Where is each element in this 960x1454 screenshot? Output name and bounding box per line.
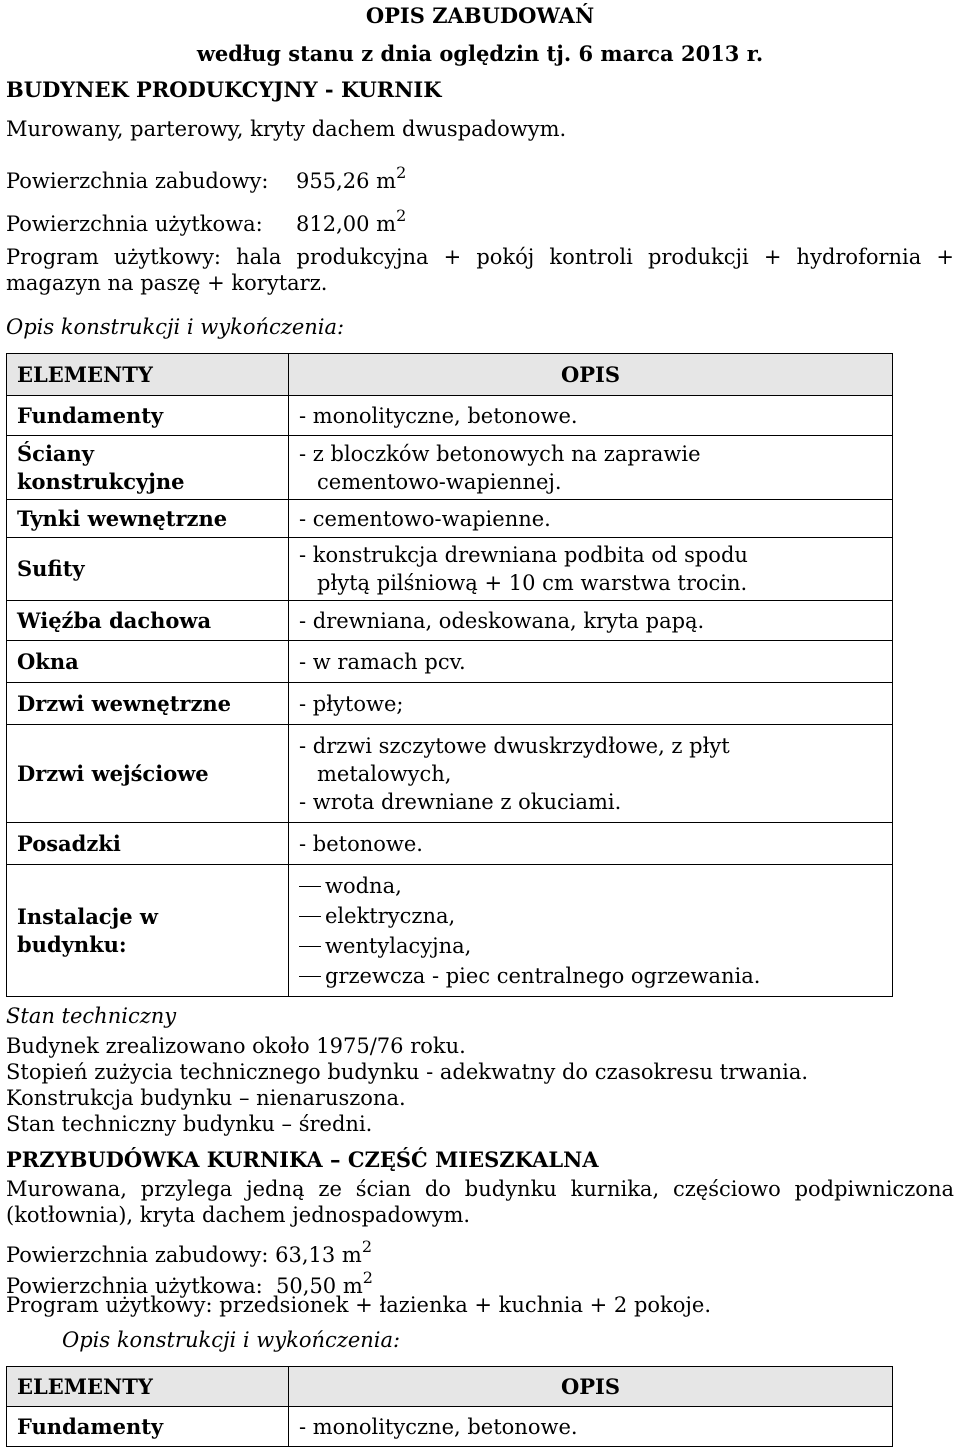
document-title: OPIS ZABUDOWAŃ <box>365 3 595 28</box>
element-description: - drzwi szczytowe dwuskrzydłowe, z płyt metalowych, - wrota drewniane z okuciami. <box>289 725 893 823</box>
built-area-label: Powierzchnia zabudowy: <box>6 169 269 193</box>
element-name: Drzwi wewnętrzne <box>7 683 289 725</box>
dash-bullet <box>299 916 321 917</box>
element-description: - z bloczków betonowych na zaprawie cementowo-wapiennej. <box>289 436 893 500</box>
technical-condition-line: Budynek zrealizowano około 1975/76 roku. <box>6 1034 466 1058</box>
building-2-built-area: Powierzchnia zabudowy: 63,13 $m^2$ <box>6 1237 372 1267</box>
technical-condition-line: Stopień zużycia technicznego budynku - adekwatny do czasokresu trwania. <box>6 1060 809 1084</box>
superscript: 2 <box>396 206 407 225</box>
table-header-row <box>7 1367 893 1407</box>
element-name: Fundamenty <box>7 396 289 436</box>
column-header-elements: ELEMENTY <box>7 354 289 396</box>
superscript: 2 <box>362 1268 373 1287</box>
usable-area-value: 812,00 m <box>296 212 397 236</box>
element-description: - betonowe. <box>289 823 893 865</box>
element-description: - monolityczne, betonowe. <box>289 396 893 436</box>
table-row <box>7 500 893 538</box>
built-area-value: 955,26 m <box>296 169 397 193</box>
building-1-heading: BUDYNEK PRODUKCYJNY - KURNIK <box>6 77 442 102</box>
table-row <box>7 683 893 725</box>
element-description: - cementowo-wapienne. <box>289 500 893 538</box>
table-row <box>7 823 893 865</box>
element-name: Fundamenty <box>7 1407 289 1447</box>
building-1-elements-table <box>6 353 893 997</box>
table-row <box>7 538 893 601</box>
table-row <box>7 865 893 997</box>
building-2-program: Program użytkowy: przedsionek + łazienka + kuchnia + 2 pokoje. <box>6 1293 712 1317</box>
building-1-construction-heading: Opis konstrukcji i wykończenia: <box>6 315 345 339</box>
table-row <box>7 725 893 823</box>
element-description: - w ramach pcv. <box>289 641 893 683</box>
usable-area-label: Powierzchnia użytkowa: <box>6 212 263 236</box>
building-2-construction-heading: Opis konstrukcji i wykończenia: <box>62 1328 401 1352</box>
element-name: Instalacje w budynku: <box>7 865 289 997</box>
element-description: - płytowe; <box>289 683 893 725</box>
building-1-program-line-2: magazyn na paszę + korytarz. <box>6 271 328 295</box>
element-name: Drzwi wejściowe <box>7 725 289 823</box>
building-1-usable-area <box>6 203 406 237</box>
element-name: Ściany konstrukcyjne <box>7 436 289 500</box>
building-2-description-line-2: (kotłownia), kryta dachem jednospadowym. <box>6 1203 471 1227</box>
table-row <box>7 601 893 641</box>
element-description: - monolityczne, betonowe. <box>289 1407 893 1447</box>
table-row <box>7 641 893 683</box>
element-name: Okna <box>7 641 289 683</box>
element-name: Tynki wewnętrzne <box>7 500 289 538</box>
superscript: 2 <box>396 163 407 182</box>
building-2-usable-area: Powierzchnia użytkowa: 50,50 $m^2$ <box>6 1268 373 1298</box>
building-1-built-area <box>6 160 406 194</box>
element-description: - konstrukcja drewniana podbita od spodu płytą pilśniową + 10 cm warstwa trocin. <box>289 538 893 601</box>
dash-bullet <box>299 976 321 977</box>
technical-condition-line: Konstrukcja budynku – nienaruszona. <box>6 1086 406 1110</box>
building-2-description-line-1: Murowana, przylega jedną ze ścian do budynku kurnika, częściowo podpiwniczona <box>6 1177 954 1201</box>
table-row <box>7 436 893 500</box>
technical-condition-heading: Stan techniczny <box>6 1004 177 1028</box>
element-name: Więźba dachowa <box>7 601 289 641</box>
column-header-description: OPIS <box>289 1367 893 1407</box>
building-1-description: Murowany, parterowy, kryty dachem dwuspadowym. <box>6 117 567 141</box>
column-header-description: OPIS <box>289 354 893 396</box>
element-name: Sufity <box>7 538 289 601</box>
table-row <box>7 396 893 436</box>
table-header-row <box>7 354 893 396</box>
building-2-elements-table <box>6 1366 893 1447</box>
column-header-elements: ELEMENTY <box>7 1367 289 1407</box>
superscript: 2 <box>361 1237 372 1256</box>
element-name: Posadzki <box>7 823 289 865</box>
table-row <box>7 1407 893 1447</box>
document-subtitle: według stanu z dnia oględzin tj. 6 marca 2013 r. <box>196 41 764 66</box>
element-description: wodna, elektryczna, wentylacyjna, grzewcza - piec centralnego ogrzewania. <box>289 865 893 997</box>
element-description: - drewniana, odeskowana, kryta papą. <box>289 601 893 641</box>
dash-bullet <box>299 946 321 947</box>
building-1-program-line-1: Program użytkowy: hala produkcyjna + pokój kontroli produkcji + hydrofornia + <box>6 245 954 269</box>
dash-bullet <box>299 886 321 887</box>
technical-condition-line: Stan techniczny budynku – średni. <box>6 1112 373 1136</box>
building-2-heading: PRZYBUDÓWKA KURNIKA – CZĘŚĆ MIESZKALNA <box>6 1147 599 1172</box>
